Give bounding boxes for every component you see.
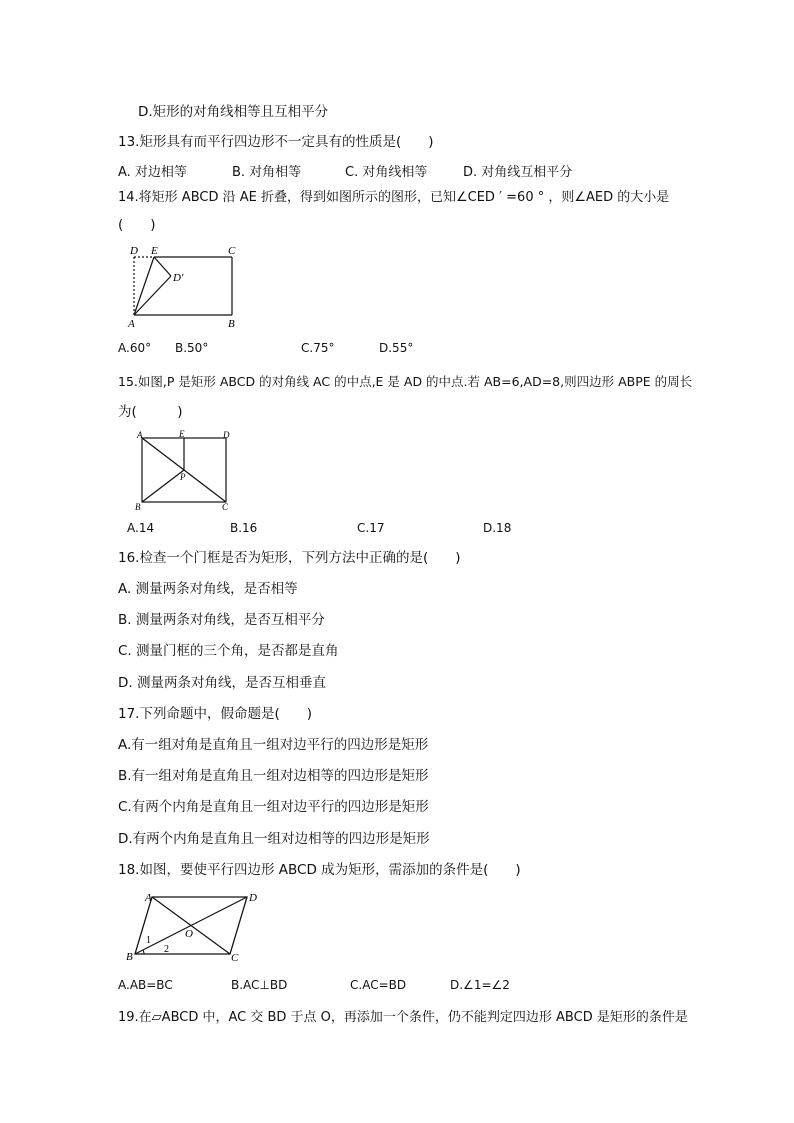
q14-label-d: D [130,245,138,257]
q18-label-o: O [185,928,193,940]
q15-label-c: C [222,502,229,512]
q15-option-b: B.16 [230,521,258,535]
q13-stem: 13.矩形具有而平行四边形不一定具有的性质是( ) [118,134,434,150]
q15-option-c: C.17 [357,521,385,535]
q14-label-b: B [228,318,235,330]
q18-label-angle1: 1 [146,935,151,946]
q18-diagonal-bd [135,897,247,954]
q14-option-a: A.60° [118,341,152,355]
q18-label-angle2: 2 [164,944,169,955]
q14-answer-paren: ( ) [118,217,156,233]
q14-label-c: C [228,245,236,257]
q14-label-dprime: D′ [173,272,184,284]
q14-option-c: C.75° [301,341,335,355]
q15-label-d: D [223,430,230,440]
q18-label-c: C [231,952,239,964]
q15-label-e: E [179,429,185,439]
q18-option-b: B.AC⊥BD [231,978,288,992]
q15-option-d: D.18 [483,521,512,535]
q15-label-a: A [137,430,143,440]
q17-option-c: C.有两个内角是直角且一组对边平行的四边形是矩形 [118,799,429,815]
q15-stem: 15.如图,P 是矩形 ABCD 的对角线 AC 的中点,E 是 AD 的中点.若 AB=6,AD=8,则四边形 ABPE 的周长 [118,374,693,389]
q13-option-b: B. 对角相等 [232,165,302,180]
q16-option-c: C. 测量门框的三个角，是否都是直角 [118,643,339,659]
q15-segment-bp [142,470,184,502]
q17-stem: 17.下列命题中，假命题是( ) [118,706,313,722]
q15-label-p: P [180,472,186,482]
q16-stem: 16.检查一个门框是否为矩形，下列方法中正确的是( ) [118,550,461,566]
q14-label-a: A [128,318,135,330]
q13-option-c: C. 对角线相等 [345,165,428,180]
q18-option-a: A.AB=BC [118,978,173,992]
q18-option-c: C.AC=BD [350,978,407,992]
q14-fold-ae [134,257,154,315]
q18-stem: 18.如图，要使平行四边形 ABCD 成为矩形，需添加的条件是( ) [118,862,521,878]
q14-stem: 14.将矩形 ABCD 沿 AE 折叠，得到如图所示的图形，已知∠CED ′ =60 ° ，则∠AED 的大小是 [118,190,670,205]
q17-option-d: D.有两个内角是直角且一组对边相等的四边形是矩形 [118,831,430,847]
q16-option-b: B. 测量两条对角线，是否互相平分 [118,612,325,628]
q15-stem-cont: 为( ) [118,404,183,420]
q18-option-d: D.∠1=∠2 [450,978,510,992]
q19-stem: 19.在▱ABCD 中，AC 交 BD 于点 O，再添加一个条件，仍不能判定四边形 ABCD 是矩形的条件是 [118,1010,688,1025]
q18-figure [122,886,262,964]
q13-option-d: D. 对角线互相平分 [463,165,573,180]
q14-option-b: B.50° [175,341,209,355]
q15-figure [130,428,240,513]
q14-segment-ad [134,276,171,315]
q16-option-a: A. 测量两条对角线，是否相等 [118,581,298,597]
q16-option-d: D. 测量两条对角线，是否互相垂直 [118,675,326,691]
q14-segment-ed [154,257,171,276]
q12-option-d: D.矩形的对角线相等且互相平分 [138,104,329,120]
q13-option-a: A. 对边相等 [118,165,187,180]
q18-label-d: D [249,892,257,904]
q14-figure [118,243,248,333]
q15-option-a: A.14 [127,521,155,535]
q14-option-d: D.55° [379,341,414,355]
q17-option-a: A.有一组对角是直角且一组对边平行的四边形是矩形 [118,737,429,753]
q14-label-e: E [151,245,158,257]
q17-option-b: B.有一组对角是直角且一组对边相等的四边形是矩形 [118,768,429,784]
q18-label-b: B [126,951,133,963]
q18-label-a: A [145,892,152,904]
q15-label-b: B [135,502,141,512]
